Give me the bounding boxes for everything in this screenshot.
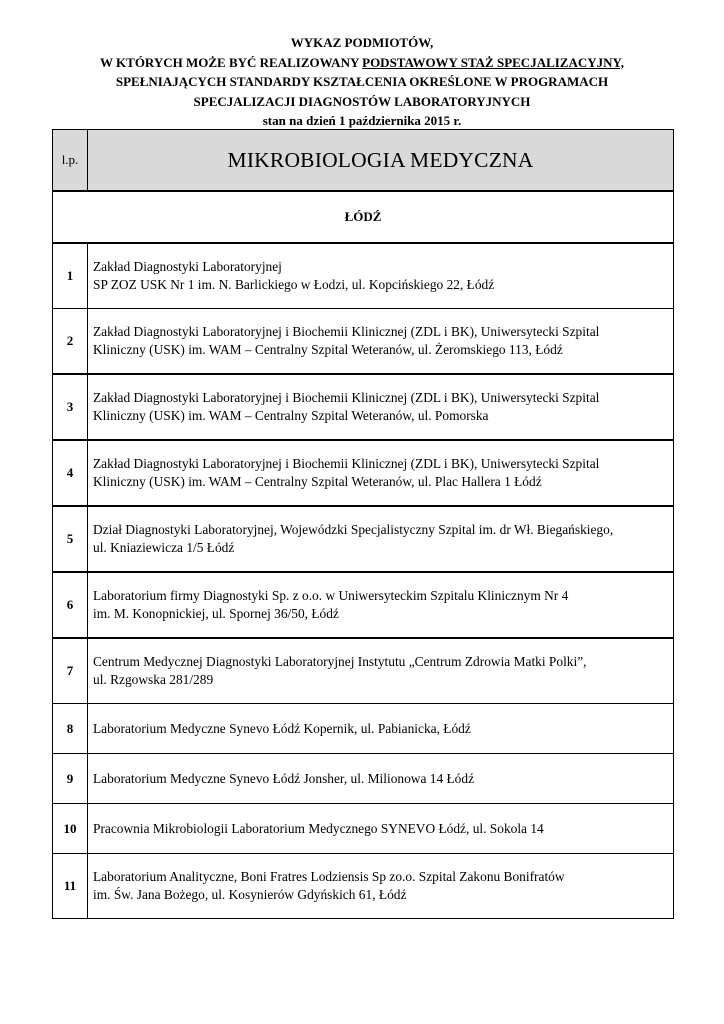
header-line-2-text: W KTÓRYCH MOŻE BYĆ REALIZOWANY xyxy=(100,54,363,70)
row-number: 4 xyxy=(53,440,88,506)
row-number: 7 xyxy=(53,638,88,704)
header-line-1: WYKAZ PODMIOTÓW, xyxy=(290,35,434,50)
table-row xyxy=(53,638,674,704)
row-text xyxy=(88,309,674,375)
row-number: 3 xyxy=(53,374,88,440)
row-line: Zakład Diagnostyki Laboratoryjnej i Biochemii Klinicznej (ZDL i BK), Uniwersytecki Szpital xyxy=(93,324,600,339)
lp-header: l.p. xyxy=(53,130,88,192)
row-line: Laboratorium firmy Diagnostyki Sp. z o.o. w Uniwersyteckim Szpitalu Klinicznym Nr 4 xyxy=(93,588,569,603)
row-text xyxy=(88,374,674,440)
row-text: Pracownia Mikrobiologii Laboratorium Medycznego SYNEVO Łódź, ul. Sokola 14 xyxy=(88,804,674,854)
row-text xyxy=(88,572,674,638)
entities-table xyxy=(52,129,674,919)
row-line: ul. Rzgowska 281/289 xyxy=(93,672,214,687)
table-row xyxy=(53,309,674,375)
row-line: Laboratorium Analityczne, Boni Fratres Lodziensis Sp zo.o. Szpital Zakonu Bonifratów xyxy=(93,869,565,884)
table-title: MIKROBIOLOGIA MEDYCZNA xyxy=(88,130,674,192)
row-text: Laboratorium Medyczne Synevo Łódź Kopernik, ul. Pabianicka, Łódź xyxy=(88,704,674,754)
row-number: 6 xyxy=(53,572,88,638)
row-line: SP ZOZ USK Nr 1 im. N. Barlickiego w Łodzi, ul. Kopcińskiego 22, Łódź xyxy=(93,277,495,292)
header-line-2-underlined: PODSTAWOWY STAŻ SPECJALIZACYJNY, xyxy=(362,54,624,70)
row-line: ul. Kniaziewicza 1/5 Łódź xyxy=(93,540,235,555)
row-number: 8 xyxy=(53,704,88,754)
row-line: Zakład Diagnostyki Laboratoryjnej xyxy=(93,259,282,274)
row-number: 9 xyxy=(53,754,88,804)
row-line: Dział Diagnostyki Laboratoryjnej, Wojewódzki Specjalistyczny Szpital im. dr Wł. Biegańskiego, xyxy=(93,522,614,537)
row-number: 5 xyxy=(53,506,88,572)
row-text xyxy=(88,854,674,919)
table-row xyxy=(53,854,674,919)
header-line-4: SPECJALIZACJI DIAGNOSTÓW LABORATORYJNYCH xyxy=(193,93,531,109)
table-row xyxy=(53,804,674,854)
table-row xyxy=(53,506,674,572)
row-text xyxy=(88,440,674,506)
document-header xyxy=(0,33,724,131)
table-header-row xyxy=(53,130,674,192)
row-line: Kliniczny (USK) im. WAM – Centralny Szpital Weteranów, ul. Plac Hallera 1 Łódź xyxy=(93,474,542,489)
row-number: 2 xyxy=(53,309,88,375)
row-text xyxy=(88,506,674,572)
header-line-5: stan na dzień 1 października 2015 r. xyxy=(262,113,462,128)
table-row xyxy=(53,572,674,638)
row-line: Zakład Diagnostyki Laboratoryjnej i Biochemii Klinicznej (ZDL i BK), Uniwersytecki Szpital xyxy=(93,456,600,471)
row-number: 1 xyxy=(53,243,88,309)
row-number: 11 xyxy=(53,854,88,919)
table-row xyxy=(53,243,674,309)
table-row xyxy=(53,704,674,754)
row-line: Centrum Medycznej Diagnostyki Laboratoryjnej Instytutu „Centrum Zdrowia Matki Polki”, xyxy=(93,654,587,669)
table-row xyxy=(53,440,674,506)
row-line: Zakład Diagnostyki Laboratoryjnej i Biochemii Klinicznej (ZDL i BK), Uniwersytecki Szpital xyxy=(93,390,600,405)
city-row xyxy=(53,191,674,243)
header-line-3: SPEŁNIAJĄCYCH STANDARDY KSZTAŁCENIA OKREŚLONE W PROGRAMACH xyxy=(115,74,609,89)
row-line: Kliniczny (USK) im. WAM – Centralny Szpital Weteranów, ul. Pomorska xyxy=(93,408,489,423)
table-row xyxy=(53,754,674,804)
row-number: 10 xyxy=(53,804,88,854)
row-text: Laboratorium Medyczne Synevo Łódź Jonsher, ul. Milionowa 14 Łódź xyxy=(88,754,674,804)
row-line: im. M. Konopnickiej, ul. Spornej 36/50, Łódź xyxy=(93,606,339,621)
row-line: im. Św. Jana Bożego, ul. Kosynierów Gdyńskich 61, Łódź xyxy=(93,887,407,902)
city-label: ŁÓDŹ xyxy=(53,191,674,243)
table-row xyxy=(53,374,674,440)
row-line: Kliniczny (USK) im. WAM – Centralny Szpital Weteranów, ul. Żeromskiego 113, Łódź xyxy=(93,342,563,357)
header-line-2 xyxy=(0,53,724,73)
row-text xyxy=(88,243,674,309)
row-text xyxy=(88,638,674,704)
